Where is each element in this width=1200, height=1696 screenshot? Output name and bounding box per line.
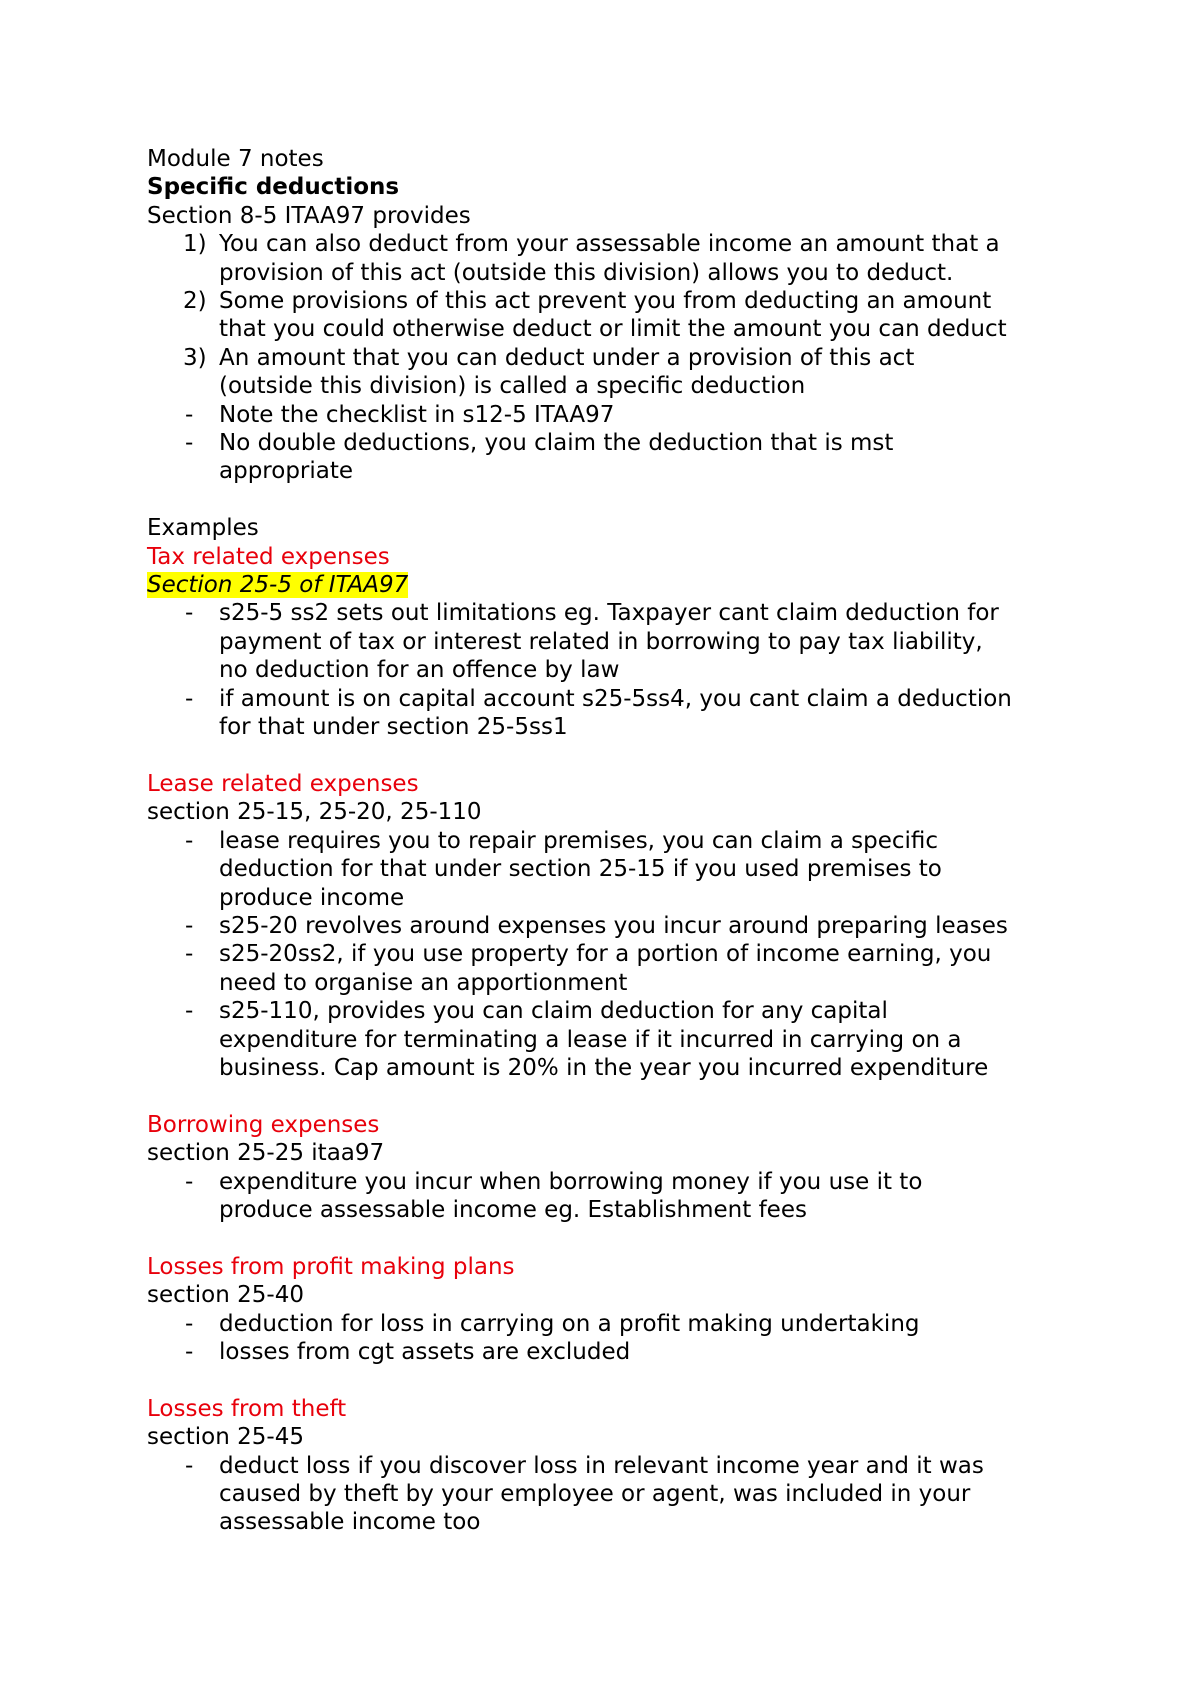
list-marker: - [185,1168,194,1195]
section-reference: section 25-15, 25-20, 25-110 [147,799,482,826]
list-item-text-line: produce income [219,884,405,911]
list-item-text-line: s25-20ss2, if you use property for a portion of income earning, you [219,941,992,968]
section-reference: section 25-40 [147,1282,304,1309]
list-marker: - [185,1310,194,1337]
list-marker: - [185,685,194,712]
list-item-text-line: expenditure for terminating a lease if it incurred in carrying on a [219,1026,962,1053]
bullet-item [147,997,1087,1082]
bullet-item [147,827,1087,912]
spacer [147,1224,1087,1252]
list-item-text-line: caused by theft by your employee or agent, was included in your [219,1481,971,1508]
document-body [147,145,1087,1537]
list-marker: - [185,827,194,854]
list-item-text-line: that you could otherwise deduct or limit the amount you can deduct [219,316,1007,343]
numbered-item [147,344,1087,401]
section-heading: Tax related expenses [147,543,390,570]
list-marker: - [185,912,194,939]
example-section [147,1224,1087,1366]
intro-text: Section 8-5 ITAA97 provides [147,202,471,229]
list-item-text-line: Note the checklist in s12-5 ITAA97 [219,401,615,428]
list-item-text-line: deduction for that under section 25-15 if you used premises to [219,856,942,883]
document-title: Module 7 notes [147,146,324,172]
bullet-item [147,912,1087,940]
numbered-list [147,230,1087,400]
list-item-text-line: No double deductions, you claim the deduction that is mst [219,430,894,457]
list-marker: - [185,941,194,968]
list-item-text-line: deduction for loss in carrying on a profit making undertaking [219,1310,920,1337]
bullet-item [147,940,1087,997]
list-item-text-line: s25-20 revolves around expenses you incur around preparing leases [219,912,1008,939]
spacer [147,486,1087,514]
spacer [147,1082,1087,1110]
list-item-text-line: expenditure you incur when borrowing money if you use it to [219,1168,923,1195]
list-item-text-line: no deduction for an offence by law [219,657,620,684]
list-item-text-line: payment of tax or interest related in borrowing to pay tax liability, [219,628,983,655]
section-reference: section 25-25 itaa97 [147,1140,385,1167]
list-item-text-line: lease requires you to repair premises, you can claim a specific [219,827,939,854]
list-marker: - [185,401,194,428]
list-item-text-line: appropriate [219,458,354,485]
list-marker: 3) [183,344,207,371]
list-item-text-line: if amount is on capital account s25-5ss4, you cant claim a deduction [219,685,1012,712]
list-item-text-line: business. Cap amount is 20% in the year you incurred expenditure [219,1054,989,1081]
section-heading: Lease related expenses [147,770,419,797]
list-item-text-line: You can also deduct from your assessable income an amount that a [219,231,1000,258]
spacer [147,1366,1087,1394]
example-sections [147,543,1087,1537]
list-item-text-line: provision of this act (outside this division) allows you to deduct. [219,259,954,286]
spacer [147,742,1087,770]
list-marker: - [185,1452,194,1479]
example-section [147,543,1087,742]
section-heading: Losses from profit making plans [147,1253,515,1280]
list-item-text-line: An amount that you can deduct under a provision of this act [219,344,915,371]
numbered-item [147,230,1087,287]
bullet-item [147,685,1087,742]
list-item-text-line: s25-5 ss2 sets out limitations eg. Taxpayer cant claim deduction for [219,600,999,627]
list-item-text-line: deduct loss if you discover loss in relevant income year and it was [219,1452,984,1479]
list-marker: 2) [183,288,207,315]
example-section [147,742,1087,1083]
section-heading: Borrowing expenses [147,1111,380,1138]
bullet-item [147,1168,1087,1225]
section-reference: section 25-45 [147,1424,304,1451]
list-marker: - [185,600,194,627]
list-marker: - [185,1339,194,1365]
list-item-text-line: losses from cgt assets are excluded [219,1339,631,1365]
section-heading: Losses from theft [147,1395,347,1422]
list-item-text-line: need to organise an apportionment [219,969,628,996]
example-section [147,1082,1087,1224]
list-marker: - [185,430,194,457]
main-heading: Specific deductions [147,174,400,201]
list-item-text-line: for that under section 25-5ss1 [219,714,568,741]
examples-label: Examples [147,515,259,542]
list-marker: - [185,998,194,1025]
list-item-text-line: produce assessable income eg. Establishment fees [219,1196,807,1223]
numbered-item [147,287,1087,344]
bullet-item [147,429,1087,486]
list-item-text-line: assessable income too [219,1509,481,1536]
bullet-item [147,1310,1087,1338]
bullet-item [147,1338,1087,1366]
intro-dash-list [147,401,1087,486]
highlighted-section-reference: Section 25-5 of ITAA97 [147,572,409,599]
list-marker: 1) [183,231,207,258]
list-item-text-line: Some provisions of this act prevent you from deducting an amount [219,288,992,315]
example-section [147,1366,1087,1536]
list-item-text-line: s25-110, provides you can claim deduction for any capital [219,998,888,1025]
bullet-item [147,599,1087,684]
bullet-item [147,1452,1087,1537]
section-reference-line [147,571,1087,599]
list-item-text-line: (outside this division) is called a specific deduction [219,373,806,400]
bullet-item [147,401,1087,429]
